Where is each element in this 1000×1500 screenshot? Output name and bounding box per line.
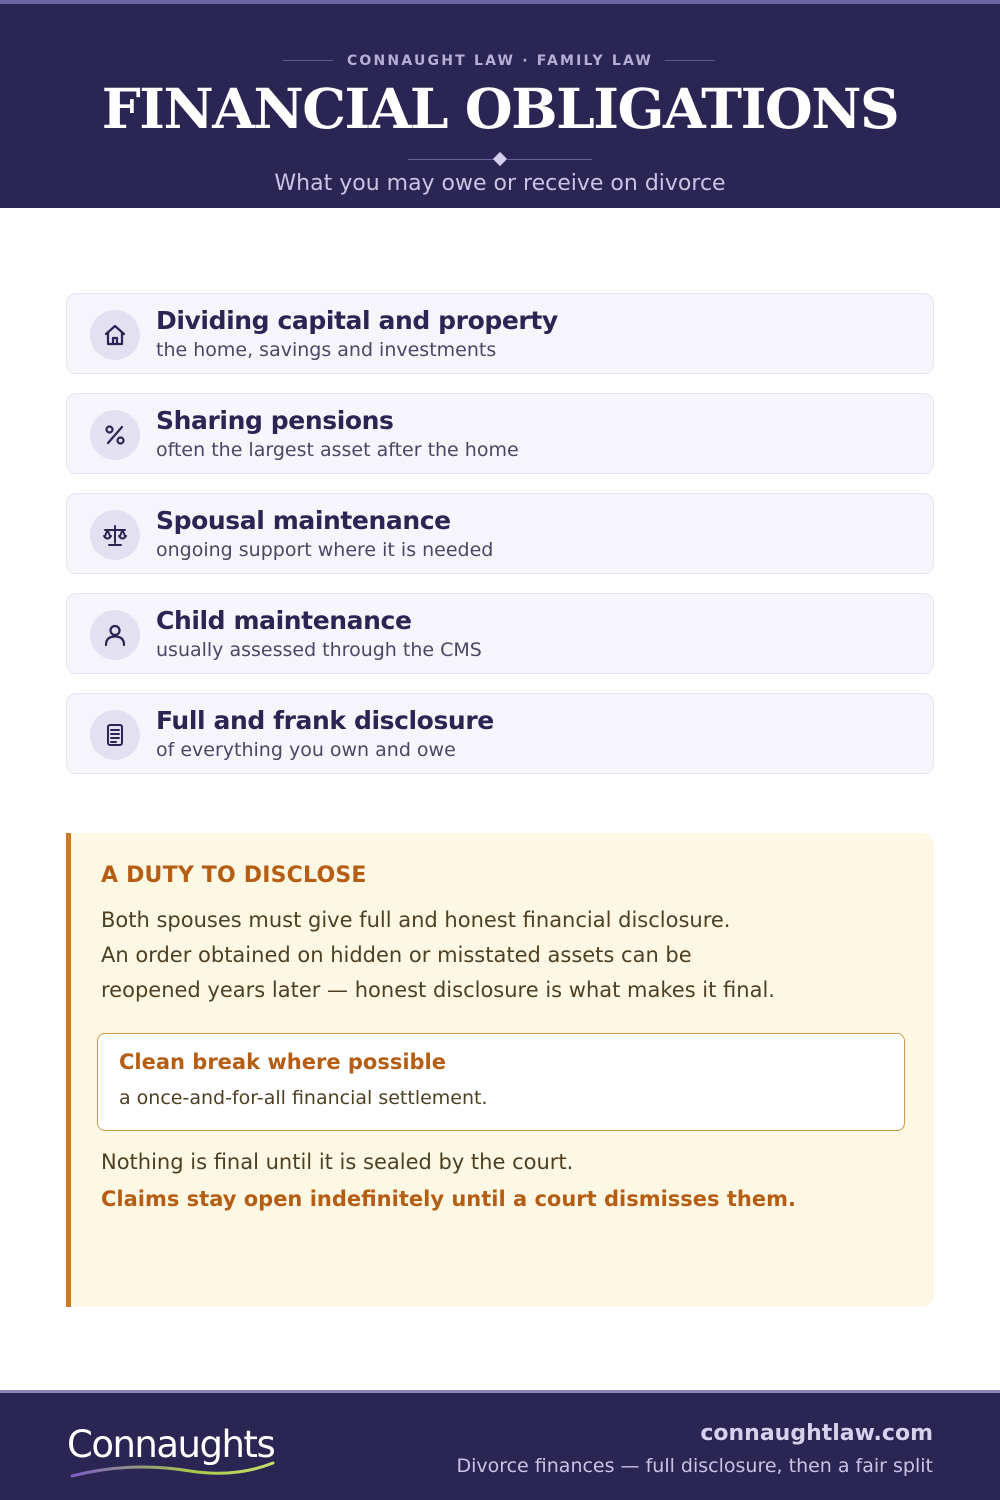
item-subtitle: ongoing support where it is needed [156,539,494,561]
item-title: Child maintenance [156,606,412,635]
eyebrow-text: CONNAUGHT LAW · FAMILY LAW [346,53,654,69]
footer [0,1390,1000,1500]
item-title: Spousal maintenance [156,506,451,535]
ornament-diamond [493,152,507,166]
item-subtitle: often the largest asset after the home [156,439,519,461]
disclosure-panel [66,833,934,1307]
obligation-item-spousal [66,493,934,574]
item-title: Dividing capital and property [156,306,558,335]
document-icon [90,710,140,760]
callout-title: Clean break where possible [119,1050,446,1074]
item-title: Sharing pensions [156,406,394,435]
panel-body-line: reopened years later — honest disclosure is what makes it final. [101,978,775,1002]
brand-logo: Connaughts [67,1423,275,1466]
item-title: Full and frank disclosure [156,706,494,735]
obligation-item-pensions [66,393,934,474]
panel-body-line: Both spouses must give full and honest financial disclosure. [101,908,731,932]
footer-tagline: Divorce finances — full disclosure, then a fair split [456,1455,933,1477]
item-subtitle: the home, savings and investments [156,339,497,361]
header-banner [0,0,1000,208]
ornament-rule-right [506,159,592,160]
logo-swoosh-icon [70,1459,275,1481]
panel-heading: A DUTY TO DISCLOSE [101,863,367,888]
scales-icon [90,510,140,560]
house-icon [90,310,140,360]
callout-subtitle: a once-and-for-all financial settlement. [119,1087,488,1109]
ornament-rule-left [408,159,494,160]
panel-body-line: An order obtained on hidden or misstated assets can be [101,943,692,967]
item-subtitle: of everything you own and owe [156,739,456,761]
item-subtitle: usually assessed through the CMS [156,639,482,661]
page-title: FINANCIAL OBLIGATIONS [101,76,899,141]
page-subtitle: What you may owe or receive on divorce [274,171,726,196]
obligation-item-disclosure [66,693,934,774]
panel-body [101,903,911,1008]
website-link[interactable]: connaughtlaw.com [700,1421,933,1446]
person-icon [90,610,140,660]
panel-note: Nothing is final until it is sealed by the court. [101,1150,574,1174]
panel-warning: Claims stay open indefinitely until a court dismisses them. [101,1187,796,1211]
obligation-item-capital [66,293,934,374]
percent-icon [90,410,140,460]
clean-break-callout [97,1033,905,1131]
obligation-item-child [66,593,934,674]
